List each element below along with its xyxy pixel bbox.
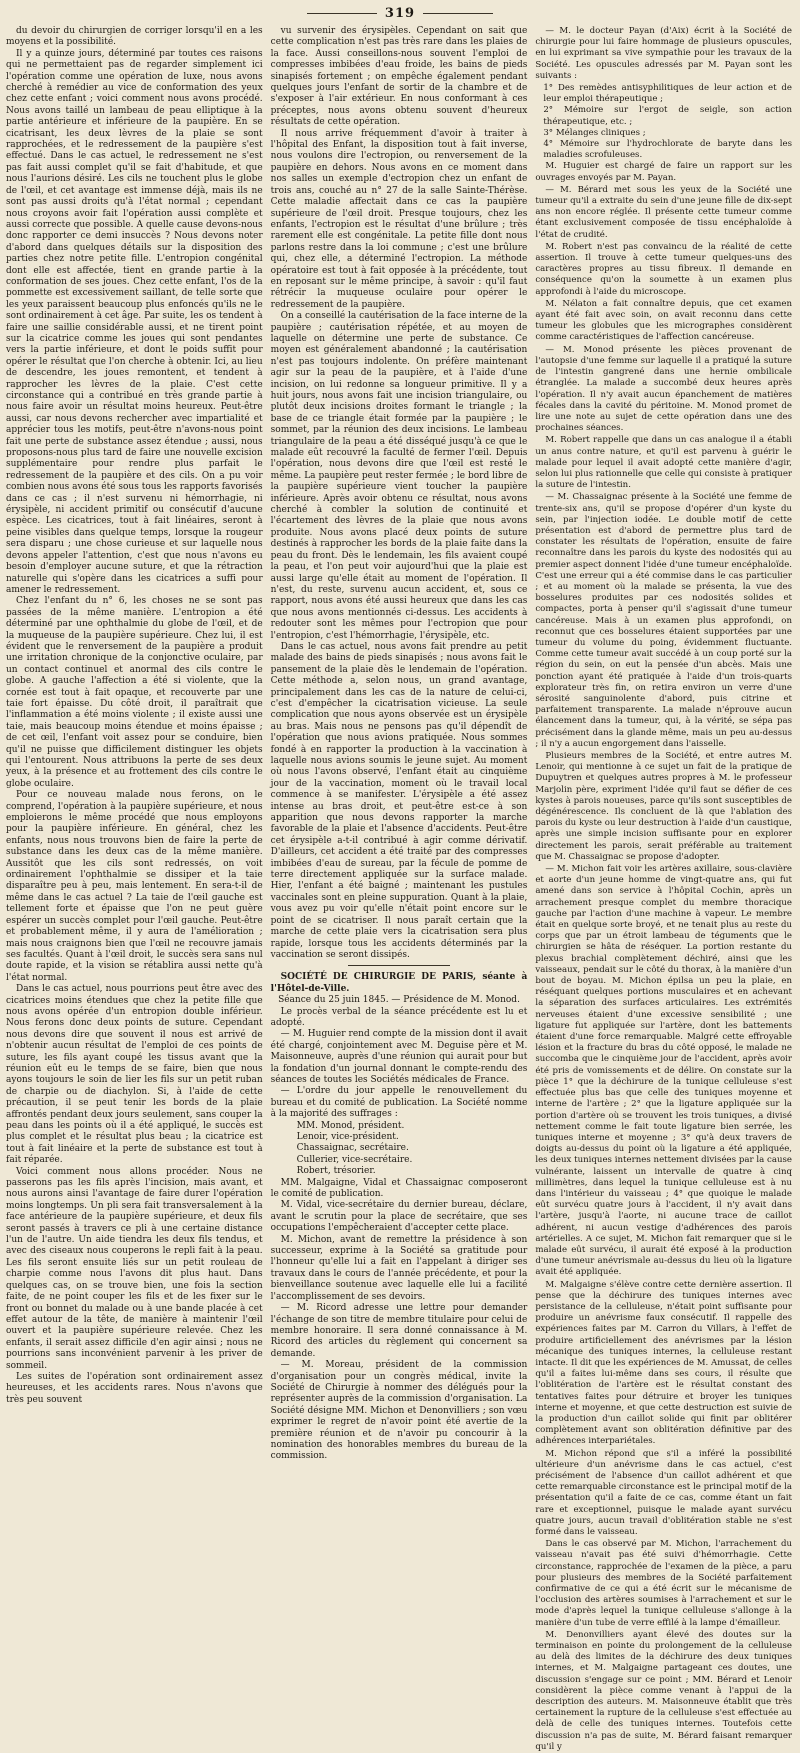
- paragraph: Cullerier, vice-secrétaire.: [296, 1154, 413, 1165]
- paragraph: Les suites de l'opération sont ordinairement assez heureuses, et les accidents rares. Nous n'avons que très peu souvent: [6, 1371, 263, 1405]
- paragraph: — M. le docteur Payan (d'Aix) écrit à la Société de chirurgie pour lui faire hommage de plusieurs opuscules, en lui exprimant sa vive sympathie pour les travaux de la Société. Les opuscules adressés par M. Payan sont les suivants :: [535, 26, 793, 81]
- paragraph: M. Robert rappelle que dans un cas analogue il a établi un anus contre nature, et qu'il est parvenu à guérir le malade pour lequel il avait adopté cette manière d'agir, selon lui plus rationnelle que celle qui consiste à pratiquer la suture de l'intestin.: [535, 435, 793, 491]
- section-heading: SOCIÉTÉ DE CHIRURGIE DE PARIS, séante à l'Hôtel-de-Ville.: [270, 972, 528, 994]
- paragraph: — M. Moreau, président de la commission d'organisation pour un congrès médical, invite la Société de Chirurgie à nommer des délégués pour la représenter auprès de la commission d'organisation. La Société désigne MM. Michon et Denonvilliers ; son vœu exprimer le regret de n'avoir point été avertie de la première réunion et de n'avoir pu concourir à la nomination des honorables membres du bureau de la commission.: [270, 1360, 528, 1462]
- paragraph: M. Michon, avant de remettre la présidence à son successeur, exprime à la Société sa gratitude pour l'honneur qu'elle lui a fait en l'appelant à diriger ses travaux dans le cours de l'année précédente, et pour la bienveillance soutenue avec laquelle elle lui a facilité l'accomplissement de ses devoirs.: [270, 1234, 528, 1302]
- bureau-list: [271, 1121, 528, 1178]
- paragraph: Pour ce nouveau malade nous ferons, on le comprend, l'opération à la paupière supérieure, et nous emploierons le même procédé que nous employons pour la paupière inférieure. En général, chez les enfants, nous nous trouvons bien de faire la perte de substance dans les deux cas de la même manière. Aussitôt que les cils sont redressés, on voit ordinairement l'ophthalmie se dissiper et la taie disparaître peu à peu, mais lentement. En sera-t-il de même dans le cas actuel ? La taie de l'œil gauche est tellement forte et épaisse que l'on ne peut guère espérer un succès complet pour l'œil gauche. Peut-être et probablement même, il y aura de l'amélioration ; mais nous craignons bien que l'œil ne recouvre jamais ses facultés. Quant à l'œil droit, le succès sera sans nul doute rapide, et la vision se rétablira aussi nette qu'à l'état normal.: [6, 790, 263, 983]
- paragraph: M. Nélaton a fait connaître depuis, que cet examen ayant été fait avec soin, on avait reconnu dans cette tumeur les globules que les micrographes considèrent comme caractéristiques de l'affection cancéreuse.: [535, 298, 793, 343]
- paragraph: — L'ordre du jour appelle le renouvellement du bureau et du comité de publication. La Société nomme à la majorité des suffrages :: [270, 1086, 528, 1120]
- paragraph: — M. Monod présente les pièces provenant de l'autopsie d'une femme sur laquelle il a pratiqué la suture de l'intestin gangrené dans une hernie ombilicale étranglée. La malade a succombé deux heures après l'opération. Il n'y avait aucun épanchement de matières fécales dans la cavité du péritoine. M. Monod promet de lire une note au sujet de cette opération dans une des prochaines séances.: [535, 344, 793, 434]
- paragraph: — M. Ricord adresse une lettre pour demander l'échange de son titre de membre titulaire pour celui de membre honoraire. Il sera donné connaissance à M. Ricord des articles du règlement qui concernent sa demande.: [270, 1303, 528, 1359]
- paragraph: Il y a quinze jours, déterminé par toutes ces raisons qui ne permettaient pas de regarder simplement ici l'opération comme une opération de luxe, nous avons cherché à remédier au vice de conformation des yeux chez cette enfant ; voici comment nous avons procédé. Nous avons taillé un lambeau de peau elliptique à la partie antérieure et inférieure de la paupière. En se cicatrisant, les deux lèvres de la plaie se sont rapprochées, et le redressement de la paupière s'est effectué. Dans le cas actuel, le redressement ne s'est pas fait aussi complet qu'il se fait d'habitude, et que nous l'aurions désiré. Les cils ne touchent plus le globe de l'œil, et cet avantage est immense déjà, mais ils ne sont pas aussi droits qu'à l'état normal ; cependant nous croyons avoir fait l'opération aussi complète et aussi correcte que possible. A quelle cause devons-nous donc rapporter ce demi insuccès ? Nous devons noter d'abord dans quelques détails sur la disposition des parties chez notre petite fille. L'entropion congénital dont elle est affectée, tient en grande partie à la conformation de ses joues. Chez cette enfant, l'os de la pommette est excessivement saillant, de telle sorte que les yeux paraissent beaucoup plus enfoncés qu'ils ne le sont ordinairement à cet âge. Par suite, les os tendent à faire une saillie considérable aussi, et ne tirent point sur la cicatrice comme les joues qui sont pendantes vers la partie inférieure, et dont le poids suffit pour opérer le résultat que l'on cherche à obtenir. Ici, au lieu de descendre, les joues remontent, et tendent à rapprocher les lèvres de la plaie. C'est cette circonstance qui a contribué en très grande partie à nous faire avoir un résultat moins heureux. Peut-être aussi, car nous devons rechercher avec impartialité et apprécier tous les motifs, peut-être n'avons-nous point fait une perte de substance assez étendue ; aussi, nous proposons-nous plus tard de faire une nouvelle excision supplémentaire pour rendre plus parfait le redressement de la paupière et des cils. On a pu voir combien nous avons été sous tous les rapports favorisés dans ce cas ; il n'est survenu ni hémorrhagie, ni érysipèle, ni accident primitif ou consécutif d'aucune espèce. Les cicatrices, tout à fait linéaires, seront à peine visibles dans quelque temps, lorsque la rougeur sera disparu ; une chose curieuse et sur laquelle nous devons appeler l'attention, c'est que nous n'avons eu besoin d'employer aucune suture, et que la rétraction naturelle qui s'opère dans les cicatrices a suffi pour amener le redressement.: [6, 48, 263, 595]
- paragraph: M. Robert n'est pas convaincu de la réalité de cette assertion. Il trouve à cette tumeur quelques-uns des caractères propres au tissu fibreux. Il demande en conséquence qu'on la soumette à un examen plus approfondi à l'aide du microscope.: [535, 241, 793, 297]
- opuscules-list: [535, 83, 792, 161]
- paragraph: Chez l'enfant du n° 6, les choses ne se sont pas passées de la même manière. L'entropion a été déterminé par une ophthalmie du globe de l'œil, et de la muqueuse de la paupière supérieure. Chez lui, il est évident que le renversement de la paupière a produit une irritation chronique de la conjonctive oculaire, par un contact continuel et anormal des cils contre le globe. A gauche l'affection a été si violente, que la cornée est tout à fait opaque, et recouverte par une taie fort épaisse. Du côté droit, il paraîtrait que l'inflammation a été moins violente ; il existe aussi une taie, mais beaucoup moins étendue et moins épaisse ; de cet œil, l'enfant voit assez pour se conduire, bien qu'il ne puisse que difficilement distinguer les objets qui l'entourent. Nous attribuons la perte de ses deux yeux, à la présence et au frottement des cils contre le globe oculaire.: [6, 596, 263, 789]
- paragraph: Dans le cas actuel, nous pourrions peut être avec des cicatrices moins étendues que chez la petite fille que nous avons opérée d'un entropion double inférieur. Nous ferons donc deux points de suture. Cependant nous devons dire que souvent il nous est arrivé de n'obtenir aucun résultat de l'emploi de ces points de suture, les fils ayant coupé les tissus avant que la réunion eût eu le temps de se faire, bien que nous ayons toujours le soin de lier les fils sur un petit ruban de charpie ou de diachylon. Si, à l'aide de cette précaution, il se peut tenir les bords de la plaie affrontés pendant deux jours seulement, sans couper la peau dans les points où il a été appliqué, le succès est plus complet et le résultat plus beau ; la cicatrice est tout à fait linéaire et la perte de substance est tout à fait réparée.: [6, 984, 263, 1166]
- column-right-intro: [535, 26, 792, 82]
- paragraph: Plusieurs membres de la Société, et entre autres M. Lenoir, qui mentionne à ce sujet un fait de la pratique de Dupuytren et quelques autres propres à M. le professeur Marjolin père, expriment l'idée qu'il faut se défier de ces kystes à parois noueuses, parce qu'ils sont susceptibles de dégénérescence. Ils concluent de là que l'ablation des parois du kyste ou leur destruction à l'aide d'un caustique, après une simple incision suffisante pour en explorer directement les parois, serait préférable au traitement que M. Chassaignac se propose d'adopter.: [535, 751, 793, 862]
- list-item: 2° Mémoire sur l'ergot de seigle, son action thérapeutique, etc. ;: [543, 105, 793, 127]
- column-middle-body: [271, 26, 528, 961]
- paragraph: vu survenir des érysipèles. Cependant on sait que cette complication n'est pas très rare dans les plaies de la face. Aussi conseillons-nous souvent l'emploi de compresses imbibées d'eau froide, les bains de pieds sinapisés fortement ; on empêche également pendant quelques jours l'enfant de sortir de la chambre et de s'exposer à l'air extérieur. En nous conformant à ces préceptes, nous avons obtenu souvent d'heureux résultats de cette opération.: [270, 26, 528, 128]
- column-middle: [270, 26, 528, 1462]
- paragraph: Chassaignac, secrétaire.: [296, 1143, 409, 1154]
- paragraph: Dans le cas actuel, nous avons fait prendre au petit malade des bains de pieds sinapisés ; nous avons fait le pansement de la plaie dès le lendemain de l'opération. Cette méthode a, selon nous, un grand avantage, principalement dans les cas de la nature de celui-ci, c'est d'empêcher la cicatrisation vicieuse. La seule complication que nous ayons observée est un érysipèle au bras. Mais nous ne pensons pas qu'il dépendît de l'opération que nous avions pratiquée. Nous sommes fondé à en rapporter la production à la vaccination à laquelle nous avions soumis le jeune sujet. Au moment où nous l'avons observé, l'enfant était au cinquième jour de la vaccination, moment où le travail local commence à se manifester. L'érysipèle a été assez intense au bras droit, et peut-être est-ce à son apparition que nous devons rapporter la marche favorable de la plaie et l'absence d'accidents. Peut-être cet érysipèle a-t-il contribué à agir comme dérivatif. D'ailleurs, cet accident a été traité par des compresses imbibées d'eau de sureau, par la fécule de pomme de terre directement appliquée sur la surface malade. Hier, l'enfant a été baigné ; maintenant les pustules vaccinales sont en pleine suppuration. Quant à la plaie, vous avez pu voir qu'elle n'était point encore sur le point de se cicatriser. Il nous paraît certain que la marche de cette plaie vers la cicatrisation sera plus rapide, lorsque tous les accidents déterminés par la vaccination se seront dissipés.: [270, 641, 528, 960]
- paragraph: du devoir du chirurgien de corriger lorsqu'il en a les moyens et la possibilité.: [6, 26, 263, 48]
- column-right: [535, 26, 793, 1752]
- minutes: [271, 1007, 528, 1121]
- paragraph: MM. Monod, président.: [296, 1120, 405, 1131]
- paragraph: Il nous arrive fréquemment d'avoir à traiter à l'hôpital des Enfant, la disposition tout à fait inverse, nous voulons dire l'ectropion, ou renversement de la paupière en dehors. Nous avons en ce moment dans nos salles un exemple d'ectropion chez un enfant de trois ans, couché au n° 27 de la salle Sainte-Thérèse. Cette maladie affectait dans ce cas la paupière supérieure de l'œil droit. Presque toujours, chez les enfants, l'ectropion est le résultat d'une brûlure ; très rarement elle est congénitale. La petite fille dont nous parlons restre dans la loi commune ; c'est une brûlure qui, chez elle, a déterminé l'ectropion. La méthode opératoire est tout à fait opposée à la précédente, tout en reposant sur le même principe, à savoir : qu'il faut rétrécir la muqueuse oculaire pour opérer le redressement de la paupière.: [270, 128, 528, 310]
- text-columns: [6, 26, 793, 1752]
- paragraph: Le procès verbal de la séance précédente est lu et adopté.: [270, 1006, 528, 1028]
- paragraph: — M. Bérard met sous les yeux de la Société une tumeur qu'il a extraite du sein d'une jeune fille de dix-sept ans non encore réglée. Il présente cette tumeur comme étant exclusivement composée de tissu encéphaloïde à l'état de crudité.: [535, 184, 793, 240]
- paragraph: Robert, trésorier.: [296, 1166, 376, 1177]
- paragraph: M. Huguier est chargé de faire un rapport sur les ouvrages envoyés par M. Payan.: [535, 161, 793, 183]
- paragraph: M. Michon répond que s'il a inféré la possibilité ultérieure d'un anévrisme dans le cas actuel, c'est précisément de l'absence d'un caillot adhérent et que cette remarquable circonstance est le principal motif de la présentation qu'il a faite de ce cas, comme étant un fait rare et exceptionnel, puisque le malade ayant survécu quatre jours, aucun travail d'oblitération stable ne s'est formé dans le vaisseau.: [535, 1448, 793, 1538]
- column-right-body: [535, 161, 792, 1753]
- session-line: Séance du 25 juin 1845. — Présidence de M. Monod.: [278, 995, 520, 1006]
- list-item: 1° Des remèdes antisyphilitiques de leur action et de leur emploi thérapeutique ;: [543, 83, 793, 105]
- paragraph: MM. Malgaigne, Vidal et Chassaignac composeront le comité de publication.: [270, 1177, 528, 1200]
- paragraph: Voici comment nous allons procéder. Nous ne passerons pas les fils après l'incision, mais avant, et nous aurons ainsi l'avantage de faire durer l'opération moins longtemps. Un pli sera fait transversalement à la face antérieure de la paupière supérieure, et deux fils seront passés à travers ce pli à une certaine distance l'un de l'autre. Un aide tiendra les deux fils tendus, et avec des ciseaux nous couperons le repli fait à la peau. Les fils seront ensuite liés sur un petit rouleau de charpie comme nous l'avons dit plus haut. Dans quelques cas, on se trouve bien, une fois la section faite, de ne point couper les fils et de les fixer sur le front ou bonnet du malade ou à une bande placée à cet effet autour de la tête, de manière à maintenir l'œil ouvert et la paupière supérieure relevée. Chez les enfants, il serait assez difficile d'en agir ainsi ; nous ne pourrions sans inconvénient parvenir à les priver de sommeil.: [6, 1166, 263, 1371]
- paragraph: Lenoir, vice-président.: [296, 1132, 399, 1142]
- paragraph: M. Vidal, vice-secrétaire du dernier bureau, déclare, avant le scrutin pour la place de secrétaire, que ses occupations l'empêcheraient d'accepter cette place.: [270, 1200, 528, 1234]
- section-divider: [348, 965, 451, 966]
- paragraph: On a conseillé la cautérisation de la face interne de la paupière ; cautérisation répétée, et au moyen de laquelle on détermine une perte de substance. Ce moyen est généralement abandonné ; la cautérisation n'est pas toujours indolente. On préfère maintenant agir sur la peau de la paupière, et à l'aide d'une incision, on lui redonne sa longueur primitive. Il y a huit jours, nous avons fait une incision triangulaire, ou plutôt deux incisions droites formant le triangle ; la base de ce triangle était formée par la paupière ; le sommet, par la réunion des deux incisions. Le lambeau triangulaire de la peau a été disséqué jusqu'à ce que le malade eût recouvré la faculté de fermer l'œil. Depuis l'opération, nous devons dire que l'œil est resté le même. La paupière peut rester fermée ; le bord libre de la paupière supérieure vient toucher la paupière inférieure. Après avoir obtenu ce résultat, nous avons cherché à combler la solution de continuité et l'écartement des lèvres de la plaie que nous avons produite. Nous avons placé deux points de suture destinés à rapprocher les bords de la plaie faite dans la peau du front. Dès le lendemain, les fils avaient coupé la peau, et l'on peut voir aujourd'hui que la plaie est aussi large qu'elle était au moment de l'opération. Il n'est, du reste, survenu aucun accident, et, sous ce rapport, nous avons été aussi heureux que dans les cas que nous avons mentionnés ci-dessus. Les accidents à redouter sont les mêmes pour l'ectropion que pour l'entropion, c'est l'hémorrhagie, l'érysipèle, etc.: [270, 311, 528, 641]
- paragraph: M. Malgaigne s'élève contre cette dernière assertion. Il pense que la déchirure des tuniques internes avec persistance de la celluleuse, n'était point suffisante pour produire un anévrisme faux consécutif. Il rappelle des expériences faites par M. Carron du Villars, à l'effet de produire artificiellement des anévrismes par la lésion mécanique des tuniques internes, la celluleuse restant intacte. Il dit que les expériences de M. Amussat, de celles qu'il a faites lui-même dans ses cours, il résulte que l'oblitération de l'artère est le résultat constant des tentatives faites pour détruire et broyer les tuniques interne et moyenne, et que cette destruction est suivie de la production d'un caillot solide qui finit par oblitérer complètement avant son oblitération définitive par des adhérences interpariétales.: [535, 1279, 793, 1447]
- paragraph: — M. Huguier rend compte de la mission dont il avait été chargé, conjointement avec M. Deguise père et M. Maisonneuve, auprès d'une réunion qui aurait pour but la fondation d'un journal donnant le compte-rendu des séances de toutes les Sociétés médicales de France.: [270, 1029, 528, 1085]
- list-item: 4° Mémoire sur l'hydrochlorate de baryte dans les maladies scrofuleuses.: [543, 139, 793, 161]
- paragraph: — M. Chassaignac présente à la Société une femme de trente-six ans, qu'il se propose d'opérer d'un kyste du sein, par l'injection iodée. Le double motif de cette présentation est d'abord de permettre plus tard de constater les résultats de l'opération, ensuite de faire reconnaître dans les parois du kyste des nodosités qui au premier aspect donnent l'idée d'une tumeur encéphaloïde. C'est une erreur qui a été commise dans le cas particulier ; et au moment où la malade se présenta, la vue des bosselures produites par ces nodosités solides et compactes, porta à penser qu'il s'agissait d'une tumeur cancéreuse. Mais à un examen plus approfondi, on reconnut que ces bosselures étaient supportées par une tumeur du volume du poing, évidemment fluctuante. Comme cette tumeur avait succédé à un coup porté sur la région du sein, on eut la pensée d'un abcès. Mais une ponction ayant été pratiquée à l'aide d'un trois-quarts explorateur très fin, on retira environ un verre d'une sérosité sanguinolente d'abord, puis citrine et parfaitement transparente. La malade n'éprouve aucun élancement dans la tumeur, qui, à la vérité, se sépa pas précisément dans la glande même, mais un peu au-dessus ; il n'y a aucun engorgement dans l'aisselle.: [535, 492, 793, 749]
- paragraph: — M. Michon fait voir les artères axillaire, sous-clavière et aorte d'un jeune homme de vingt-quatre ans, qui fut amené dans son service à l'hôpital Cochin, après un arrachement presque complet du membre thoracique gauche par l'action d'une machine à vapeur. Le membre était en quelque sorte broyé, et ne tenait plus au reste du corps que par un étroit lambeau de téguments que le chirurgien se hâta de réséquer. La portion restante du plexus brachial complètement déchiré, ainsi que les vaisseaux, pendait sur le côté du thorax, à la manière d'un bout de boyau. M. Michon épilsa un peu la plaie, en réséquant quelques portions musculaires et en achevant la séparation des surfaces articulaires. Les extrémités nerveuses étaient d'une excessive sensibilité ; une ligature fut appliquée sur l'artère, dont les battements étaient d'une force remarquable. Malgré cette effroyable lésion et la fracture du bras du côté opposé, le malade ne succomba que le cinquième jour de l'accident, après avoir été pris de vomissements et de délire. On constate sur la pièce 1° que la déchirure de la tunique celluleuse s'est effectuée plus bas que celle des tuniques moyenne et interne de l'artère ; 2° que la ligature appliquée sur la portion d'artère où se trouvent les trois tuniques, a divisé nettement comme le fait toute ligature bien serrée, les tuniques interne et moyenne ; 3° qu'à deux travers de doigts au-dessus du point où la ligature a été appliquée, les deux tuniques internes nettement divisées par la cause vulnérante, laissent un intervalle de quatre à cinq millimètres, dans lequel la tunique celluleuse est à nu dans l'intérieur du vaisseau ; 4° que quoique le malade eût survécu quatre jours à l'accident, il n'y avait dans l'artère, jusqu'à l'aorte, ni aucune trace de caillot adhérent, ni aucun vestige d'adhérences des parois artérielles. A ce sujet, M. Michon fait remarquer que si le malade eût survécu, il aurait été exposé à la production d'une tumeur anévrismale au-dessus du lieu où la ligature avait été appliquée.: [535, 864, 793, 1278]
- minutes-continued: [271, 1178, 528, 1463]
- paragraph: Dans le cas observé par M. Michon, l'arrachement du vaisseau n'avait pas été suivi d'hémorrhagie. Cette circonstance, rapprochée de l'examen de la pièce, a paru pour plusieurs des membres de la Société parfaitement confirmative de ce qui a été écrit sur le mécanisme de l'occlusion des artères soumises à l'arrachement et sur le mode d'après lequel la tunique celluleuse s'allonge à la manière d'un tube de verre effilé à la lampe d'émailleur.: [535, 1539, 793, 1628]
- list-item: 3° Mélanges cliniques ;: [543, 127, 646, 138]
- column-left: [6, 26, 263, 1405]
- page-number: 319: [0, 6, 800, 21]
- paragraph: M. Denonvilliers ayant élevé des doutes sur la terminaison en pointe du prolongement de la celluleuse au delà des limites de la déchirure des deux tuniques internes, et M. Malgaigne partageant ces doutes, une discussion s'engage sur ce point ; MM. Bérard et Lenoir considèrent la pièce comme venant à l'appui de la description des auteurs. M. Maisonneuve établit que très certainement la rupture de la celluleuse s'est effectuée au delà de celle des tuniques internes. Toutefois cette discussion n'a pas de suite, M. Bérard faisant remarquer qu'il y: [535, 1629, 793, 1752]
